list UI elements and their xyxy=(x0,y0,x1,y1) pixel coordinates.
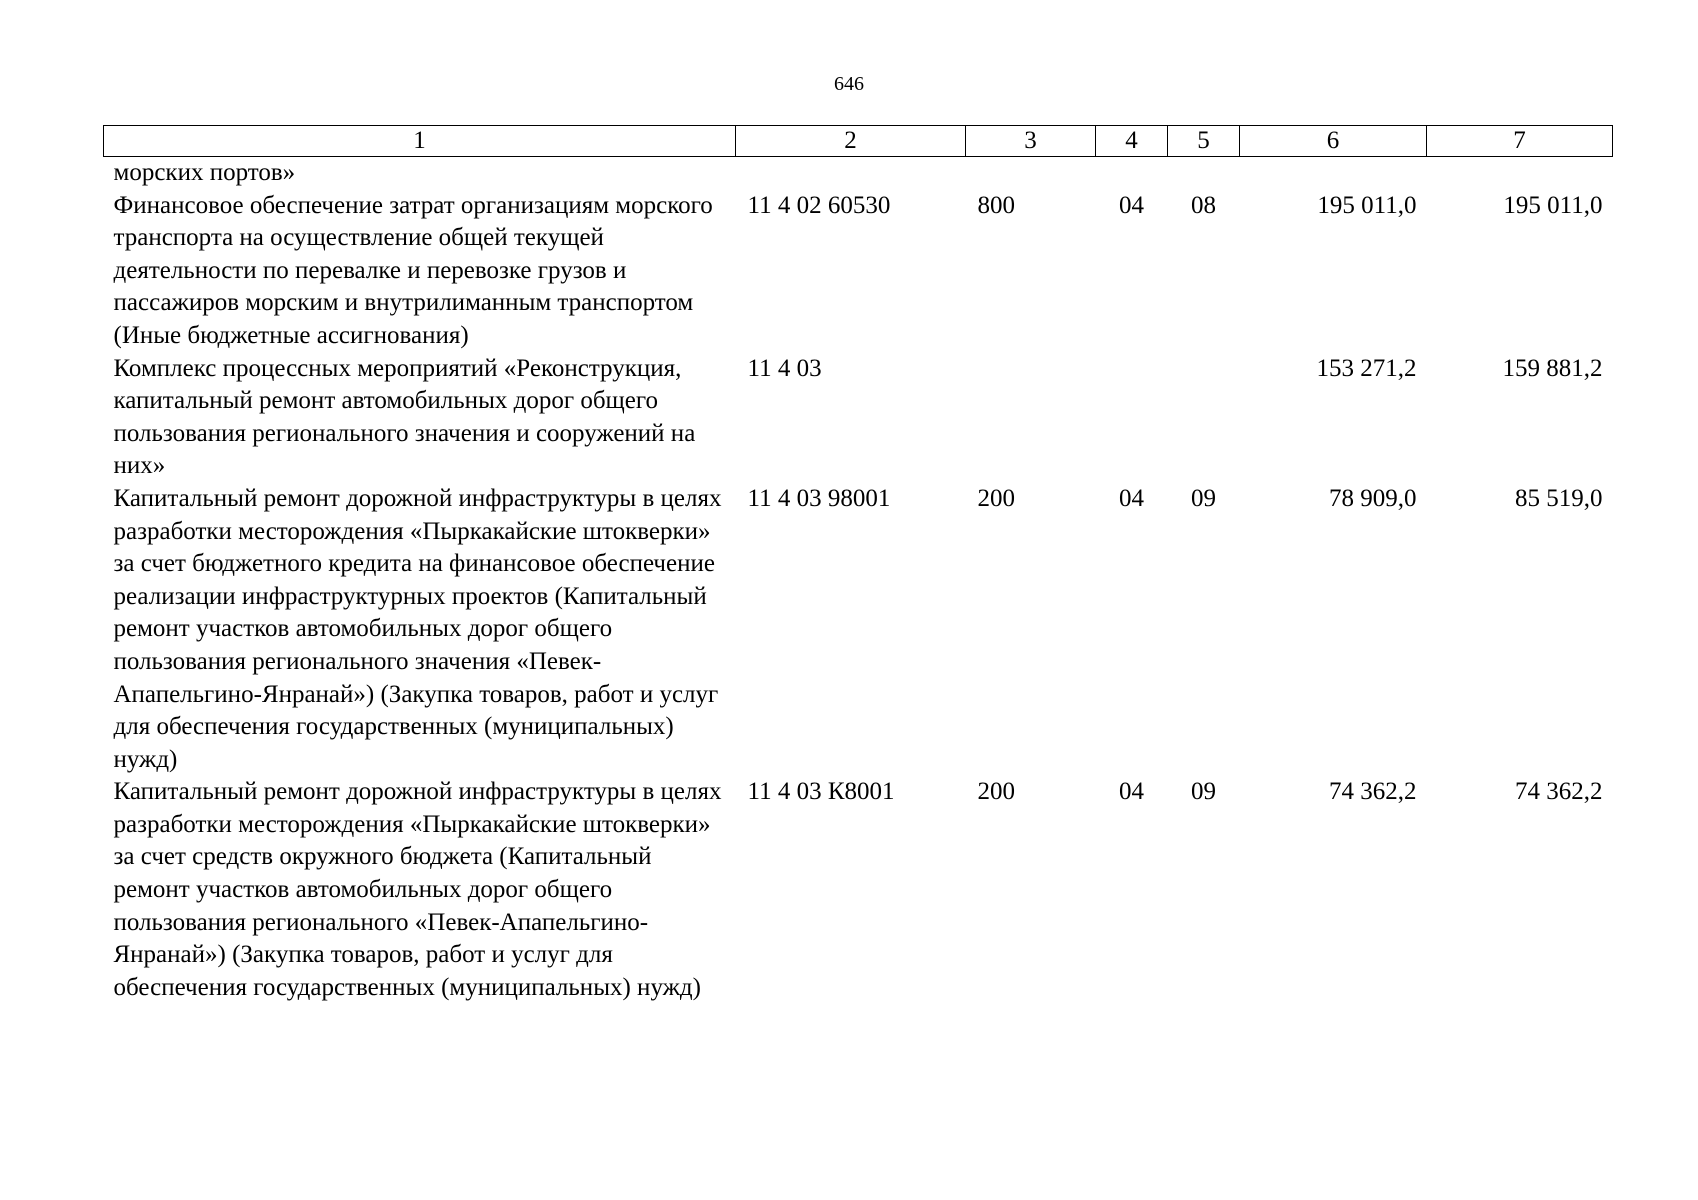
table-row xyxy=(104,776,1613,1004)
table-row xyxy=(104,157,1613,190)
row-code: 11 4 03 К8001 xyxy=(747,778,895,806)
row-section xyxy=(1096,353,1168,483)
row-subsection xyxy=(1168,157,1240,190)
row-code: 11 4 02 60530 xyxy=(747,191,891,219)
row-subsection: 08 xyxy=(1191,191,1216,219)
row-sum-1: 78 909,0 xyxy=(1329,484,1417,512)
table-row xyxy=(104,190,1613,353)
table-row xyxy=(104,353,1613,483)
row-name: Финансовое обеспечение затрат организациям морского транспорта на осуществление общей текущей деятельности по перевалке и перевозке грузов и пассажиров морским и внутрилиманным транспортом (Иные бюджетные ассигнования) xyxy=(113,191,713,349)
column-header-2: 2 xyxy=(736,126,966,157)
row-sum-2: 159 881,2 xyxy=(1502,354,1603,382)
row-expense-type: 200 xyxy=(977,778,1015,806)
page-number: 646 xyxy=(834,73,864,95)
row-expense-type: 800 xyxy=(977,191,1015,219)
row-section: 04 xyxy=(1119,191,1144,219)
row-sum-2: 74 362,2 xyxy=(1515,778,1603,806)
row-code: 11 4 03 98001 xyxy=(747,484,891,512)
row-subsection xyxy=(1168,353,1240,483)
row-subsection: 09 xyxy=(1191,484,1216,512)
row-section: 04 xyxy=(1119,778,1144,806)
row-section xyxy=(1096,157,1168,190)
row-expense-type xyxy=(966,157,1096,190)
column-header-4: 4 xyxy=(1096,126,1168,157)
row-code xyxy=(736,157,966,190)
table-row xyxy=(104,483,1613,776)
column-header-1: 1 xyxy=(104,126,736,157)
row-section: 04 xyxy=(1119,484,1144,512)
row-sum-2: 195 011,0 xyxy=(1503,191,1603,219)
row-sum-1: 74 362,2 xyxy=(1329,778,1417,806)
row-name: Капитальный ремонт дорожной инфраструктуры в целях разработки месторождения «Пыркакайские штокверки» за счет средств окружного бюджета (Капитальный ремонт участков автомобильных дорог общего пользования регионального «Певек-Апапельгино-Янранай») (Закупка товаров, работ и услуг для обеспечения государственных (муниципальных) нужд) xyxy=(113,778,722,1001)
column-header-3: 3 xyxy=(966,126,1096,157)
row-name: морских портов» xyxy=(113,159,296,186)
row-name: Капитальный ремонт дорожной инфраструктуры в целях разработки месторождения «Пыркакайские штокверки» за счет бюджетного кредита на финансовое обеспечение реализации инфраструктурных проектов (Капитальный ремонт участков автомобильных дорог общего пользования регионального значения «Певек-Апапельгино-Янранай») (Закупка товаров, работ и услуг для обеспечения государственных (муниципальных) нужд) xyxy=(113,484,722,773)
row-sum-1: 195 011,0 xyxy=(1317,191,1417,219)
row-name: Комплекс процессных мероприятий «Реконструкция, капитальный ремонт автомобильных дорог общего пользования регионального значения и сооружений на них» xyxy=(113,354,696,480)
column-header-7: 7 xyxy=(1427,126,1613,157)
row-expense-type: 200 xyxy=(977,484,1015,512)
row-sum-2 xyxy=(1427,157,1613,190)
column-header-5: 5 xyxy=(1168,126,1240,157)
column-header-6: 6 xyxy=(1240,126,1427,157)
row-subsection: 09 xyxy=(1191,778,1216,806)
table-header-row xyxy=(104,126,1613,157)
row-sum-2: 85 519,0 xyxy=(1515,484,1603,512)
budget-table xyxy=(103,125,1613,1004)
row-code: 11 4 03 xyxy=(747,354,822,382)
row-sum-1: 153 271,2 xyxy=(1316,354,1417,382)
row-sum-1 xyxy=(1240,157,1427,190)
row-expense-type xyxy=(966,353,1096,483)
